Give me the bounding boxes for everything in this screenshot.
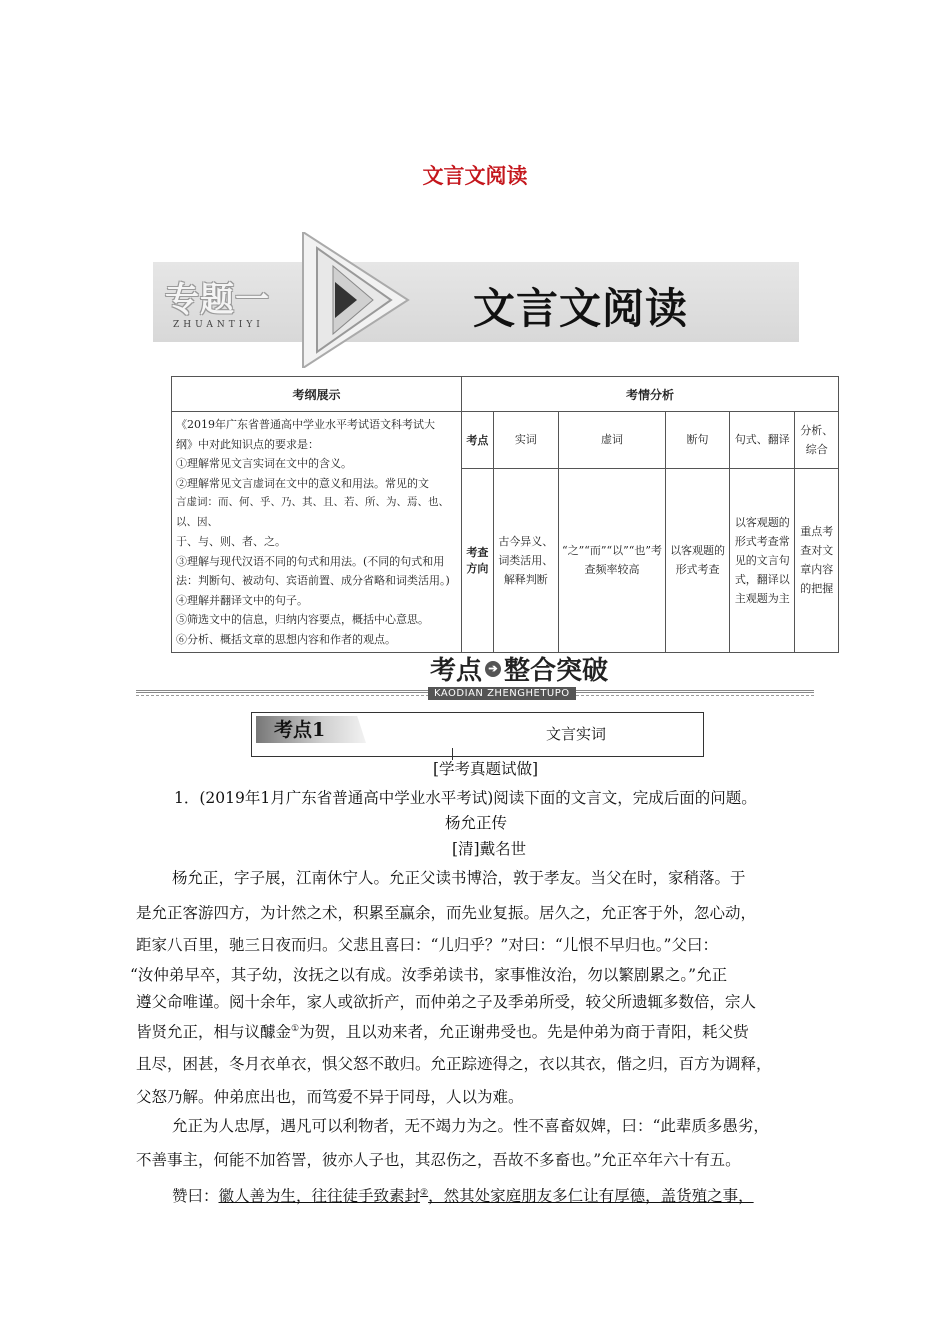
cell-xuci: 虚词 — [558, 412, 665, 469]
cell-fenxi: 分析、综合 — [795, 412, 839, 469]
underlined-sentence: 徽人善为生，往往徒手致素封 — [218, 1187, 421, 1205]
req-line: ⑥分析、概括文章的思想内容和作者的观点。 — [176, 632, 396, 646]
kaodian-title: 文言实词 — [546, 725, 607, 743]
cell-jushi: 句式、翻译 — [730, 412, 795, 469]
footnote-marker: ① — [291, 1023, 300, 1034]
req-line: 言虚词：而、何、乎、乃、其、且、若、所、为、焉、也、以、因、 — [176, 496, 449, 528]
topic-banner — [153, 232, 799, 368]
req-line: 《2019年广东省普通高中学业水平考试语文科考试大 — [176, 418, 435, 431]
cell-shici-direction: 古今异义、词类活用、解释判断 — [493, 468, 558, 652]
page-title: 文言文阅读 — [422, 163, 528, 188]
passage-text: 皆贤允正，相与议醵金 — [136, 1023, 292, 1041]
row-label-kaodian: 考点 — [462, 412, 494, 469]
play-arrows-icon — [293, 232, 443, 368]
passage-line: 距家八百里，驰三日夜而归。父悲且喜曰：“儿归乎？”对曰：“儿恨不早归也。”父曰： — [136, 936, 718, 954]
req-line: ④理解并翻译文中的句子。 — [176, 593, 308, 607]
banner-pinyin: ZHUANTIYI — [173, 320, 264, 330]
req-line: ③理解与现代汉语不同的句式和用法。(不同的句式和用 — [176, 554, 445, 568]
syllabus-table — [171, 376, 839, 653]
cell-jushi-direction: 以客观题的形式考查常见的文言句式，翻译以主观题为主 — [730, 468, 795, 652]
passage-author: [清]戴名世 — [452, 840, 527, 858]
passage-line: 允正为人忠厚，遇凡可以利物者，无不竭力为之。性不喜畜奴婢，曰：“此辈质多愚劣， — [172, 1117, 769, 1135]
passage-line: 遵父命唯谨。阅十余年，家人或欲折产，而仲弟之子及季弟所受，较父所遗辄多数倍，宗人 — [136, 993, 757, 1011]
section-pinyin: KAODIAN ZHENGHETUPO — [428, 687, 576, 700]
cell-duanju-direction: 以客观题的形式考查 — [665, 468, 729, 652]
passage-line: 是允正客游四方，为计然之术，积累至赢余，而先业复振。居久之，允正客于外，忽心动， — [136, 904, 757, 922]
syllabus-requirements — [172, 412, 462, 653]
req-line: ①理解常见文言实词在文中的含义。 — [176, 457, 352, 470]
arrow-circle-icon: ➔ — [485, 661, 501, 677]
cell-duanju: 断句 — [665, 412, 729, 469]
passage-line: 不善事主，何能不加笞詈，彼亦人子也，其忍伤之，吾故不多畜也。”允正卒年六十有五。 — [136, 1151, 741, 1169]
req-line: ②理解常见文言虚词在文中的意义和用法。常见的文 — [176, 476, 429, 490]
kaodian-tab: 考点1 — [274, 719, 326, 741]
passage-line: 杨允正，字子展，江南休宁人。允正父读书博洽，敦于孝友。当父在时，家稍落。于 — [172, 869, 746, 887]
passage-text: 为贺，且以劝来者，允正谢弗受也。先是仲弟为商于青阳，耗父赀 — [299, 1023, 749, 1041]
cell-shici: 实词 — [493, 412, 558, 469]
underlined-sentence: ，然其处家庭朋友多仁让有厚德，盖货殖之事， — [428, 1187, 754, 1205]
section-title — [430, 650, 608, 687]
header-right: 考情分析 — [462, 377, 839, 412]
section-title-a: 考点 — [430, 656, 483, 686]
banner-title: 文言文阅读 — [473, 284, 689, 333]
banner-label: 专题一 — [165, 280, 270, 320]
zan-label: 赞曰： — [172, 1187, 219, 1205]
passage-line: 父怒乃解。仲弟庶出也，而笃爱不异于同母，人以为难。 — [136, 1088, 524, 1106]
cell-xuci-direction: “之”“而”“以”“也”考查频率较高 — [558, 468, 665, 652]
passage-line: 且尽，困甚，冬月衣单衣，惧父怒不敢归。允正踪迹得之，衣以其衣，偕之归，百方为调释， — [136, 1055, 772, 1073]
req-line: 法：判断句、被动句、宾语前置、成分省略和词类活用。) — [176, 574, 450, 587]
passage-line: “汝仲弟早卒，其子幼，汝抚之以有成。汝季弟读书，家事惟汝治，勿以繁剧累之。”允正 — [130, 966, 728, 984]
footnote-marker: ② — [420, 1187, 429, 1198]
question-1: 1．(2019年1月广东省普通高中学业水平考试)阅读下面的文言文，完成后面的问题。 — [174, 789, 757, 807]
section-title-b: 整合突破 — [504, 656, 609, 686]
header-left: 考纲展示 — [172, 377, 462, 412]
cell-fenxi-direction: 重点考查对文章内容的把握 — [795, 468, 839, 652]
req-line: ⑤筛选文中的信息，归纳内容要点，概括中心意思。 — [176, 613, 429, 626]
passage-line — [172, 1184, 754, 1206]
req-line: 于、与、则、者、之。 — [176, 535, 286, 548]
practice-label: [学考真题试做] — [433, 760, 539, 778]
row-label-direction: 考查方向 — [462, 468, 494, 652]
req-line: 纲》中对此知识点的要求是： — [176, 437, 319, 451]
kaodian-box — [251, 712, 704, 757]
passage-line — [136, 1020, 749, 1042]
passage-title: 杨允正传 — [445, 814, 508, 832]
